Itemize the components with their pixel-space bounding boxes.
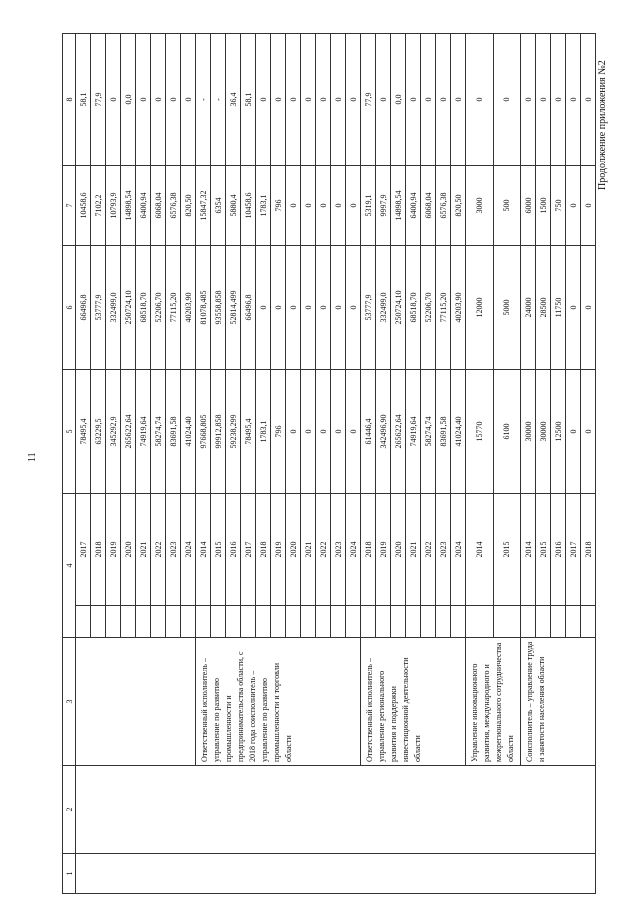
year-cell: 2020 [121,494,136,606]
value-cell: 14898,54 [121,166,136,246]
spacer-cell [136,606,151,638]
page-number: 11 [27,452,38,462]
value-cell: 0 [316,246,331,370]
value-cell: 66496,8 [76,246,91,370]
value-cell: 0 [421,34,436,166]
year-cell: 2020 [391,494,406,606]
spacer-cell [406,606,421,638]
value-cell: 0 [346,34,361,166]
value-cell: 0 [581,246,596,370]
value-cell: 0 [406,34,421,166]
value-cell: 7102,2 [91,166,106,246]
value-cell: 30000 [521,370,536,494]
value-cell: - [211,34,226,166]
value-cell: 796 [271,370,286,494]
spacer-cell [521,606,536,638]
value-cell: 6576,38 [436,166,451,246]
year-cell: 2015 [536,494,551,606]
value-cell: 265622,64 [391,370,406,494]
spacer-cell [106,606,121,638]
value-cell: 59238,299 [226,370,241,494]
value-cell: 40203,90 [451,246,466,370]
value-cell: 0 [451,34,466,166]
value-cell: 77,9 [361,34,376,166]
value-cell: 0 [521,34,536,166]
spacer-cell [316,606,331,638]
spacer-cell [566,606,581,638]
header-col-2: 2 [63,766,76,854]
value-cell: 0 [166,34,181,166]
value-cell: 1500 [536,166,551,246]
value-cell: 820,50 [451,166,466,246]
spacer-cell [376,606,391,638]
value-cell: 78495,4 [76,370,91,494]
value-cell: 81078,485 [196,246,211,370]
spacer-cell [301,606,316,638]
year-cell: 2017 [76,494,91,606]
value-cell: 342496,90 [376,370,391,494]
value-cell: 0 [376,34,391,166]
value-cell: 0 [566,370,581,494]
value-cell: 5319,1 [361,166,376,246]
value-cell: 6068,04 [421,166,436,246]
value-cell: 0 [466,34,494,166]
value-cell: 0 [286,246,301,370]
value-cell: 1783,1 [256,166,271,246]
spacer-cell [466,606,494,638]
year-cell: 2021 [136,494,151,606]
spacer-cell [196,606,211,638]
table-row [521,34,536,894]
value-cell: 28500 [536,246,551,370]
spacer-cell [271,606,286,638]
value-cell: 77115,20 [166,246,181,370]
spacer-cell [421,606,436,638]
value-cell: 0 [301,34,316,166]
value-cell: 0 [346,370,361,494]
value-cell: 12500 [551,370,566,494]
executor-cell [76,638,196,766]
value-cell: 0 [331,370,346,494]
value-cell: 10458,6 [76,166,91,246]
value-cell: 12000 [466,246,494,370]
value-cell: 74919,64 [406,370,421,494]
value-cell: 0 [136,34,151,166]
value-cell: 0 [436,34,451,166]
year-cell: 2018 [581,494,596,606]
value-cell: 0 [286,370,301,494]
value-cell: 332499,0 [106,246,121,370]
value-cell: 0 [581,166,596,246]
value-cell: 0 [331,246,346,370]
year-cell: 2019 [106,494,121,606]
year-cell: 2024 [181,494,196,606]
value-cell: 0 [271,34,286,166]
year-cell: 2023 [166,494,181,606]
value-cell: 345292,9 [106,370,121,494]
year-cell: 2018 [361,494,376,606]
year-cell: 2016 [551,494,566,606]
value-cell: 58,1 [241,34,256,166]
table-body [76,34,596,894]
executor-cell: Соисполнитель – управление труда и занятости населения области [521,638,596,766]
value-cell: 93558,858 [211,246,226,370]
value-cell: 6576,38 [166,166,181,246]
value-cell: 796 [271,166,286,246]
year-cell: 2020 [286,494,301,606]
cell-col-1 [76,854,596,894]
value-cell: 15847,32 [196,166,211,246]
spacer-cell [211,606,226,638]
value-cell: 6100 [493,370,521,494]
value-cell: 99912,858 [211,370,226,494]
table-row [466,34,494,894]
value-cell: 6400,94 [136,166,151,246]
spacer-cell [581,606,596,638]
value-cell: 6000 [521,166,536,246]
value-cell: 83691,58 [166,370,181,494]
value-cell: 0 [566,166,581,246]
value-cell: 61446,4 [361,370,376,494]
header-col-3: 3 [63,638,76,766]
value-cell: 11750 [551,246,566,370]
value-cell: 58274,74 [421,370,436,494]
value-cell: 0 [271,246,286,370]
value-cell: 66496,8 [241,246,256,370]
value-cell: 52206,70 [151,246,166,370]
value-cell: 3000 [466,166,494,246]
value-cell: 0 [581,34,596,166]
value-cell: 750 [551,166,566,246]
value-cell: 9997,9 [376,166,391,246]
value-cell: 250724,10 [121,246,136,370]
value-cell: 24000 [521,246,536,370]
year-cell: 2017 [566,494,581,606]
spacer-cell [166,606,181,638]
value-cell: 0 [566,246,581,370]
table-row [361,34,376,894]
value-cell: 0 [286,34,301,166]
value-cell: 5880,4 [226,166,241,246]
spacer-cell [346,606,361,638]
value-cell: 78495,4 [241,370,256,494]
year-cell: 2015 [493,494,521,606]
spacer-cell [286,606,301,638]
year-cell: 2022 [151,494,166,606]
value-cell: 6068,04 [151,166,166,246]
year-cell: 2014 [466,494,494,606]
value-cell: 6400,94 [406,166,421,246]
value-cell: 0 [181,34,196,166]
value-cell: 0 [301,246,316,370]
value-cell: 0,0 [121,34,136,166]
year-cell: 2019 [271,494,286,606]
value-cell: 0 [346,166,361,246]
value-cell: 0 [493,34,521,166]
spacer-cell [361,606,376,638]
value-cell: 14898,54 [391,166,406,246]
value-cell: 6354 [211,166,226,246]
spacer-cell [91,606,106,638]
value-cell: 40203,90 [181,246,196,370]
value-cell: 68518,70 [406,246,421,370]
value-cell: 63229,5 [91,370,106,494]
year-cell: 2023 [436,494,451,606]
financing-table [62,33,596,894]
value-cell: 83691,58 [436,370,451,494]
year-cell: 2018 [256,494,271,606]
value-cell: 41024,40 [181,370,196,494]
value-cell: 41024,40 [451,370,466,494]
value-cell: 52206,70 [421,246,436,370]
value-cell: 250724,10 [391,246,406,370]
value-cell: 0 [301,370,316,494]
value-cell: 0 [316,370,331,494]
value-cell: 265622,64 [121,370,136,494]
value-cell: 0 [346,246,361,370]
spacer-cell [436,606,451,638]
year-cell: 2018 [91,494,106,606]
spacer-cell [181,606,196,638]
value-cell: 97668,805 [196,370,211,494]
header-col-7: 7 [63,166,76,246]
value-cell: 68518,70 [136,246,151,370]
value-cell: 58,1 [76,34,91,166]
value-cell: 0 [551,34,566,166]
value-cell: 10793,9 [106,166,121,246]
year-cell: 2023 [331,494,346,606]
value-cell: 0 [106,34,121,166]
spacer-cell [256,606,271,638]
year-cell: 2019 [376,494,391,606]
value-cell: 58274,74 [151,370,166,494]
spacer-cell [76,606,91,638]
appendix-caption: Продолжение приложения №2 [597,60,608,190]
value-cell: 0 [286,166,301,246]
value-cell: 0 [536,34,551,166]
value-cell: 0 [331,166,346,246]
cell-col-2 [76,766,596,854]
value-cell: 5000 [493,246,521,370]
value-cell: 0 [566,34,581,166]
executor-cell: Ответственный исполнитель – управление по развитию промышленности и предпринимательства области, с 2018 года соисполнитель – управление по развитию промышленности и торговли области [196,638,361,766]
value-cell: - [196,34,211,166]
value-cell: 0 [331,34,346,166]
value-cell: 332499,0 [376,246,391,370]
value-cell: 820,50 [181,166,196,246]
spacer-cell [493,606,521,638]
value-cell: 0,0 [391,34,406,166]
value-cell: 500 [493,166,521,246]
year-cell: 2024 [451,494,466,606]
value-cell: 15770 [466,370,494,494]
spacer-cell [226,606,241,638]
table-header [63,34,76,894]
spacer-cell [451,606,466,638]
header-col-1: 1 [63,854,76,894]
header-col-4: 4 [63,494,76,638]
year-cell: 2021 [301,494,316,606]
value-cell: 0 [581,370,596,494]
table-row [76,34,91,894]
value-cell: 52814,499 [226,246,241,370]
value-cell: 0 [301,166,316,246]
value-cell: 36,4 [226,34,241,166]
header-col-8: 8 [63,34,76,166]
spacer-cell [391,606,406,638]
value-cell: 77115,20 [436,246,451,370]
value-cell: 0 [256,34,271,166]
year-cell: 2014 [196,494,211,606]
value-cell: 0 [316,34,331,166]
spacer-cell [151,606,166,638]
value-cell: 1783,1 [256,370,271,494]
executor-cell: Управление инновационного развития, международного и межрегионального сотрудничества области [466,638,521,766]
spacer-cell [551,606,566,638]
header-col-5: 5 [63,370,76,494]
table-row [196,34,211,894]
year-cell: 2022 [316,494,331,606]
value-cell: 30000 [536,370,551,494]
header-col-6: 6 [63,246,76,370]
year-cell: 2017 [241,494,256,606]
value-cell: 74919,64 [136,370,151,494]
year-cell: 2022 [421,494,436,606]
value-cell: 0 [151,34,166,166]
year-cell: 2021 [406,494,421,606]
spacer-cell [121,606,136,638]
spacer-cell [241,606,256,638]
value-cell: 77,9 [91,34,106,166]
value-cell: 10458,6 [241,166,256,246]
value-cell: 53777,9 [91,246,106,370]
year-cell: 2015 [211,494,226,606]
year-cell: 2016 [226,494,241,606]
year-cell: 2024 [346,494,361,606]
executor-cell: Ответственный исполнитель – управление регионального развития и поддержки инвестиционной деятельности области [361,638,466,766]
year-cell: 2014 [521,494,536,606]
spacer-cell [536,606,551,638]
value-cell: 0 [316,166,331,246]
spacer-cell [331,606,346,638]
value-cell: 53777,9 [361,246,376,370]
value-cell: 0 [256,246,271,370]
